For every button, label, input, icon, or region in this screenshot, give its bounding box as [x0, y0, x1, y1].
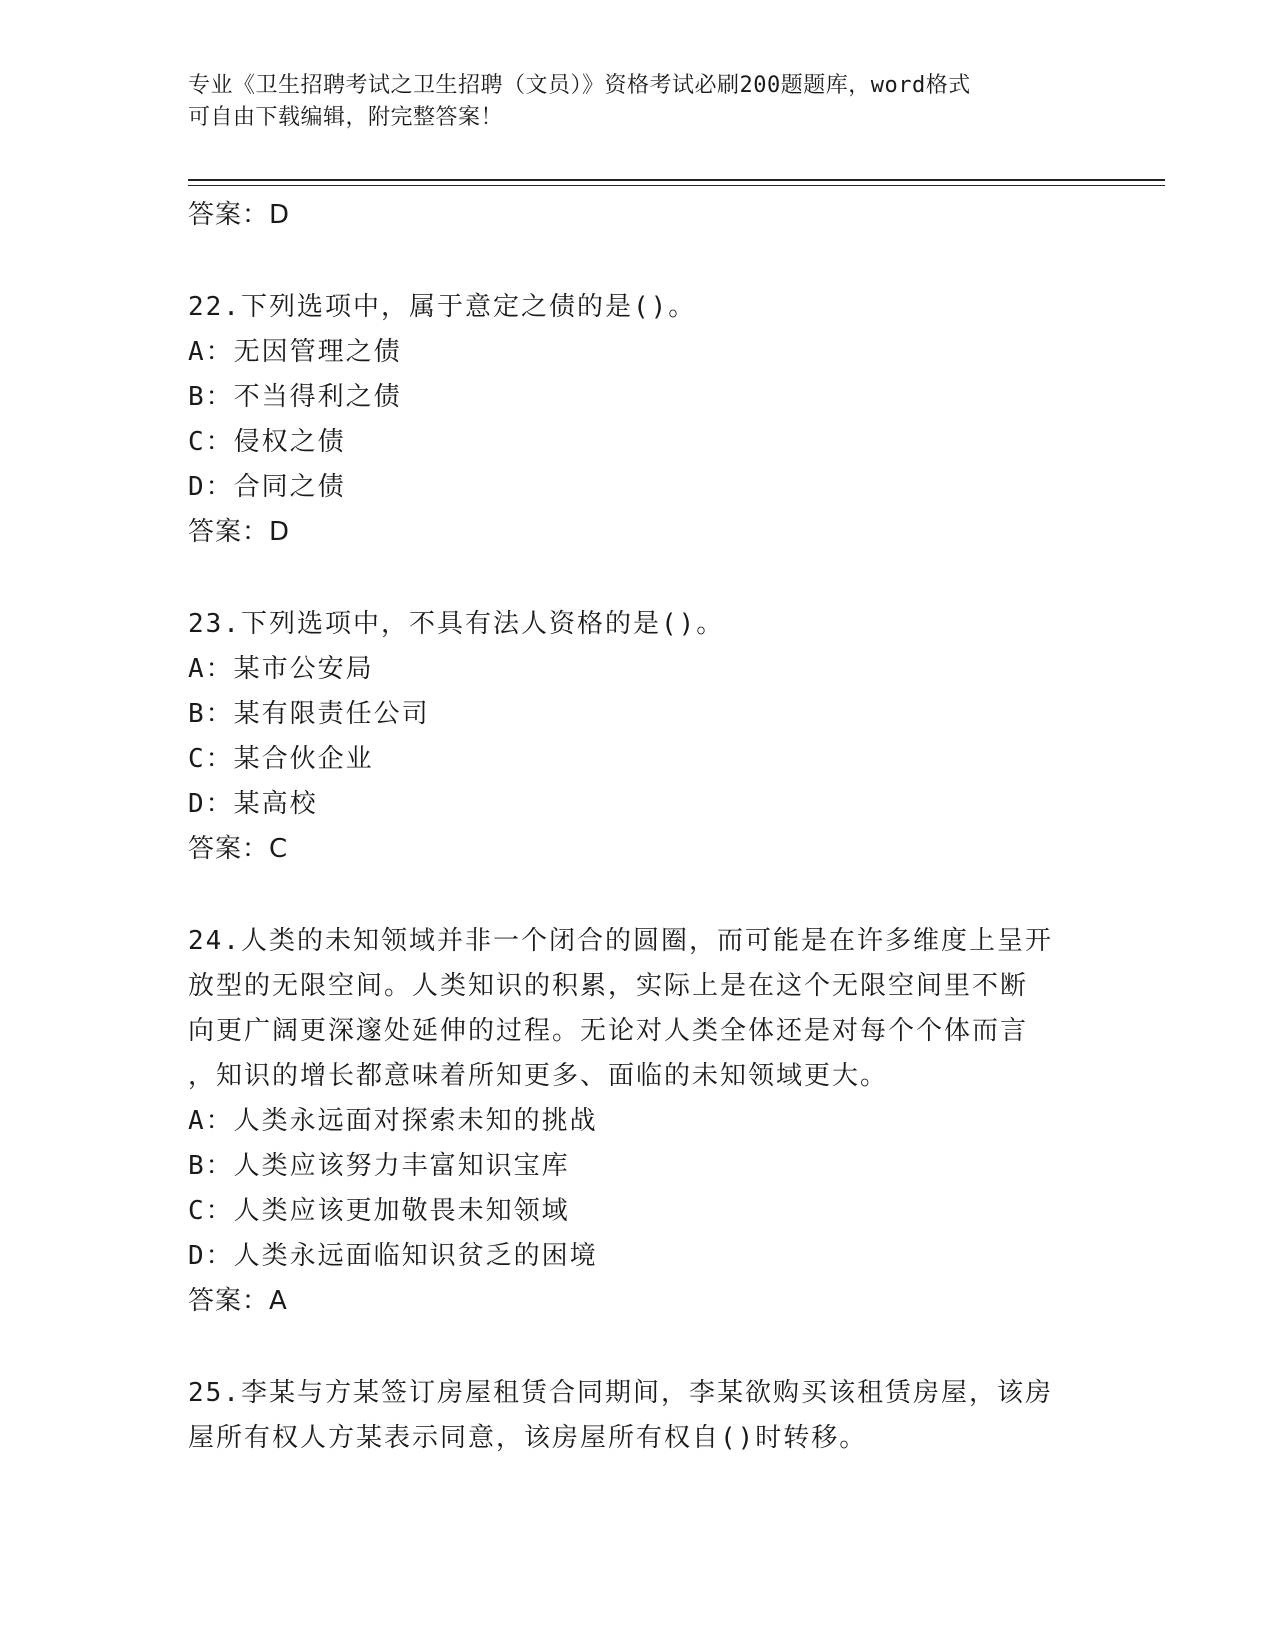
spacer	[188, 238, 1088, 285]
document-header	[188, 70, 1088, 134]
question-23	[188, 602, 1088, 872]
question-stem-line: 屋所有权人方某表示同意，该房屋所有权自()时转移。	[188, 1423, 868, 1453]
answer-line: 答案：D	[188, 517, 291, 547]
question-stem: 23.下列选项中，不具有法人资格的是()。	[188, 609, 725, 639]
question-list	[188, 193, 1088, 1461]
question-stem-line: 24.人类的未知领域并非一个闭合的圆圈，而可能是在许多维度上呈开	[188, 926, 1053, 956]
header-rule-thick	[188, 179, 1165, 181]
option-a: A：无因管理之债	[188, 337, 402, 367]
question-stem: 22.下列选项中，属于意定之债的是()。	[188, 292, 697, 322]
question-stem-line: 向更广阔更深邃处延伸的过程。无论对人类全体还是对每个个体而言	[188, 1016, 1029, 1046]
answer-line: 答案：D	[188, 200, 291, 230]
header-rule-thin	[188, 185, 1165, 186]
question-25	[188, 1371, 1088, 1461]
header-line-2: 可自由下载编辑，附完整答案！	[188, 105, 504, 130]
option-c: C：人类应该更加敬畏未知领域	[188, 1196, 570, 1226]
question-24	[188, 919, 1088, 1324]
option-c: C：某合伙企业	[188, 744, 374, 774]
option-c: C：侵权之债	[188, 427, 346, 457]
header-line-1: 专业《卫生招聘考试之卫生招聘（文员）》资格考试必刷200题题库，word格式	[188, 73, 971, 98]
answer-line: 答案：C	[188, 834, 289, 864]
option-b: B：人类应该努力丰富知识宝库	[188, 1151, 570, 1181]
answer-line: 答案：A	[188, 1286, 288, 1316]
option-d: D：人类永远面临知识贫乏的困境	[188, 1241, 598, 1271]
option-a: A：人类永远面对探索未知的挑战	[188, 1106, 598, 1136]
spacer	[188, 1324, 1088, 1371]
question-22	[188, 285, 1088, 555]
option-b: B：不当得利之债	[188, 382, 402, 412]
spacer	[188, 555, 1088, 602]
option-d: D：合同之债	[188, 472, 346, 502]
spacer	[188, 872, 1088, 919]
option-d: D：某高校	[188, 789, 318, 819]
question-stem-line: 25.李某与方某签订房屋租赁合同期间，李某欲购买该租赁房屋，该房	[188, 1378, 1053, 1408]
option-a: A：某市公安局	[188, 654, 374, 684]
question-stem-line: ，知识的增长都意味着所知更多、面临的未知领域更大。	[188, 1061, 889, 1091]
question-stem-line: 放型的无限空间。人类知识的积累，实际上是在这个无限空间里不断	[188, 971, 1029, 1001]
option-b: B：某有限责任公司	[188, 699, 430, 729]
